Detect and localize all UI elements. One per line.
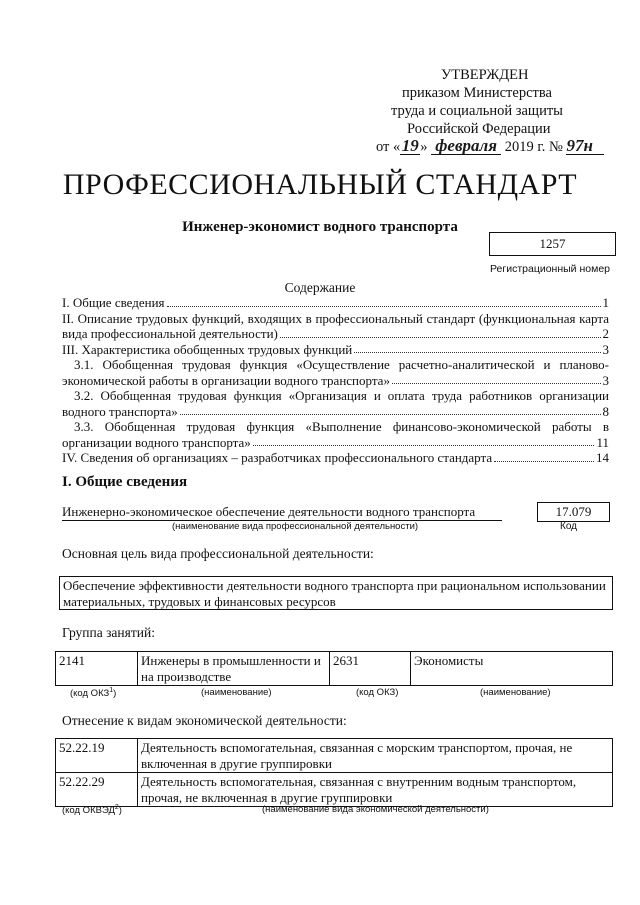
group-table <box>55 651 613 686</box>
okved-table <box>55 738 613 807</box>
okved-name: Деятельность вспомогательная, связанная с морским транспортом, прочая, не включенная в другие группировки <box>138 739 613 773</box>
toc-item[interactable]: экономической работы в организации водного транспорта» 3 <box>62 372 609 388</box>
date-mid: » <box>420 139 428 155</box>
registration-number-box: 1257 <box>489 232 616 256</box>
table-row <box>56 652 613 686</box>
okz-name-caption: (наименование) <box>480 687 551 698</box>
okz-name-caption: (наименование) <box>201 687 272 698</box>
group-label: Группа занятий: <box>62 625 155 640</box>
table-row <box>56 739 613 773</box>
activity-name: Инженерно-экономическое обеспечение деятельности водного транспорта <box>62 504 502 521</box>
date-prefix: от « <box>376 139 401 155</box>
approval-line: Российской Федерации <box>407 121 551 137</box>
okved-name-caption: (наименование вида экономической деятельности) <box>262 804 489 815</box>
activity-name-caption: (наименование вида профессиональной деятельности) <box>172 521 419 532</box>
approval-line: приказом Министерства <box>402 85 552 101</box>
approval-date <box>376 138 604 156</box>
approval-line: труда и социальной защиты <box>391 103 563 119</box>
okz-name: Экономисты <box>411 652 613 686</box>
date-month: февраля <box>431 138 501 155</box>
activity-code: 17.079 <box>537 502 610 522</box>
registration-number-label: Регистрационный номер <box>490 263 610 275</box>
relation-label: Отнесение к видам экономической деятельности: <box>62 713 347 728</box>
okz-name: Инженеры в промышленности и на производстве <box>138 652 330 686</box>
toc-item[interactable]: вида профессиональной деятельности) 2 <box>62 326 609 341</box>
table-row <box>56 773 613 807</box>
okved-code: 52.22.19 <box>56 739 138 773</box>
date-day: 19 <box>401 136 419 155</box>
toc-item[interactable]: III. Характеристика обобщенных трудовых функций 3 <box>62 341 609 357</box>
okz-code-caption: (код ОКЗ$^1$) <box>70 687 117 700</box>
goal-label: Основная цель вида профессиональной деятельности: <box>62 546 374 561</box>
section-title: I. Общие сведения <box>62 474 188 490</box>
toc-item[interactable]: водного транспорта» 8 <box>62 403 609 419</box>
okz-code: 2631 <box>330 652 411 686</box>
goal-text: Обеспечение эффективности деятельности водного транспорта при рациональном использовании материальных, трудовых и финансовых ресурсов <box>59 576 613 610</box>
okved-name: Деятельность вспомогательная, связанная с внутренним водным транспортом, прочая, не включенная в другие группировки <box>138 773 613 807</box>
toc-item-line[interactable]: II. Описание трудовых функций, входящих в профессиональный стандарт (функциональная карта <box>62 310 609 326</box>
toc-item[interactable]: I. Общие сведения 1 <box>62 295 609 310</box>
okz-code-caption: (код ОКЗ) <box>356 687 399 698</box>
toc-heading: Содержание <box>284 280 356 295</box>
code-caption: Код <box>560 521 578 532</box>
okved-code-caption: (код ОКВЭД$^2$) <box>62 804 122 817</box>
page-title: ПРОФЕССИОНАЛЬНЫЙ СТАНДАРТ <box>62 168 578 201</box>
date-year: 2019 г. № <box>504 139 563 155</box>
okz-code: 2141 <box>56 652 138 686</box>
approval-heading: УТВЕРЖДЕН <box>441 67 529 83</box>
toc-item-line[interactable]: 3.2. Обобщенная трудовая функция «Организация и оплата труда работников организации <box>74 388 609 403</box>
order-number: 97н <box>566 138 604 155</box>
toc-item[interactable]: IV. Сведения об организациях – разработчиках профессионального стандарта 14 <box>62 450 609 465</box>
standard-name: Инженер-экономист водного транспорта <box>182 219 458 235</box>
toc-item-line[interactable]: 3.1. Обобщенная трудовая функция «Осуществление расчетно-аналитической и планово- <box>74 357 609 372</box>
toc-item[interactable]: организации водного транспорта» 11 <box>62 434 609 450</box>
toc-item-line[interactable]: 3.3. Обобщенная трудовая функция «Выполнение финансово-экономической работы в <box>74 419 609 434</box>
okved-code: 52.22.29 <box>56 773 138 807</box>
table-of-contents <box>62 295 609 466</box>
